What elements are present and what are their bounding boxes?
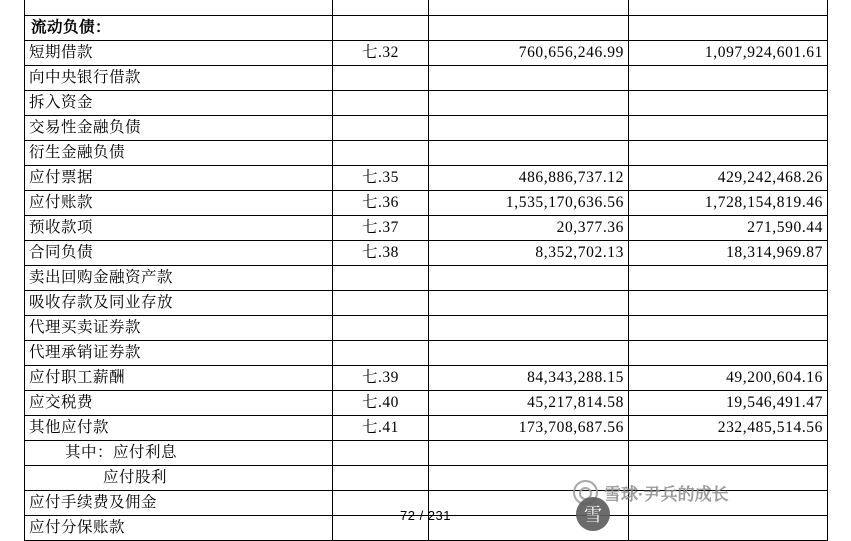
row-value-ending: [429, 441, 629, 466]
table-row: [25, 241, 828, 266]
row-value-beginning: [629, 266, 828, 291]
row-value-beginning: [629, 441, 828, 466]
table-row: [25, 366, 828, 391]
table-row: [25, 166, 828, 191]
row-value-ending: 45,217,814.58: [429, 391, 629, 416]
row-item-label: 短期借款: [25, 41, 333, 66]
table-row: [25, 341, 828, 366]
row-item-label: 卖出回购金融资产款: [25, 266, 333, 291]
row-value-beginning: 429,242,468.26: [629, 166, 828, 191]
table-row: [25, 416, 828, 441]
row-value-ending: 173,708,687.56: [429, 416, 629, 441]
row-item-label: 其他应付款: [25, 416, 333, 441]
table-row: [25, 291, 828, 316]
row-note-ref: [333, 441, 429, 466]
row-item-label: 流动负债：: [25, 16, 333, 41]
row-value-ending: [429, 66, 629, 91]
row-value-beginning: 49,200,604.16: [629, 366, 828, 391]
row-value-beginning: [629, 66, 828, 91]
row-note-ref: [333, 266, 429, 291]
row-value-beginning: [629, 91, 828, 116]
row-item-label: 应付股利: [25, 466, 333, 491]
row-note-ref: [333, 341, 429, 366]
row-value-ending: 84,343,288.15: [429, 366, 629, 391]
row-item-label: 应付职工薪酬: [25, 366, 333, 391]
row-note-ref: [333, 316, 429, 341]
watermark-text: 雪球·尹兵的成长: [604, 485, 729, 504]
table-row: [25, 16, 828, 41]
row-note-ref: 七.37: [333, 216, 429, 241]
row-value-ending: [429, 341, 629, 366]
row-value-ending: 8,352,702.13: [429, 241, 629, 266]
row-note-ref: 七.39: [333, 366, 429, 391]
row-value-beginning: [629, 16, 828, 41]
row-value-beginning: 232,485,514.56: [629, 416, 828, 441]
row-item-label: 应付分保账款: [25, 516, 333, 541]
table-row: [25, 66, 828, 91]
row-note-ref: [333, 0, 429, 16]
page-footer: 72 / 231: [400, 508, 451, 523]
row-item-label: 拆入资金: [25, 91, 333, 116]
row-note-ref: [333, 291, 429, 316]
row-value-beginning: 19,546,491.47: [629, 391, 828, 416]
row-value-beginning: [629, 341, 828, 366]
table-row: [25, 91, 828, 116]
row-item-label: 应付账款: [25, 191, 333, 216]
table-row: [25, 191, 828, 216]
row-value-beginning: [629, 141, 828, 166]
row-value-beginning: 1,097,924,601.61: [629, 41, 828, 66]
row-value-beginning: 18,314,969.87: [629, 241, 828, 266]
table-row: [25, 0, 828, 16]
row-value-ending: [429, 0, 629, 16]
row-note-ref: [333, 141, 429, 166]
row-value-beginning: 1,728,154,819.46: [629, 191, 828, 216]
row-item-label: 代理买卖证券款: [25, 316, 333, 341]
table-row: [25, 216, 828, 241]
row-note-ref: [333, 66, 429, 91]
row-value-ending: [429, 116, 629, 141]
row-note-ref: 七.38: [333, 241, 429, 266]
row-value-ending: [429, 16, 629, 41]
row-value-beginning: [629, 316, 828, 341]
row-value-ending: [429, 291, 629, 316]
row-value-ending: [429, 266, 629, 291]
watermark-badge: 雪: [576, 497, 610, 531]
row-value-ending: 486,886,737.12: [429, 166, 629, 191]
row-note-ref: [333, 91, 429, 116]
row-item-label: 应付票据: [25, 166, 333, 191]
table-row: [25, 441, 828, 466]
table-row: [25, 41, 828, 66]
row-value-ending: [429, 141, 629, 166]
row-item-label: [25, 0, 333, 16]
row-item-label: 其中：应付利息: [25, 441, 333, 466]
row-item-label: 合同负债: [25, 241, 333, 266]
row-value-ending: 20,377.36: [429, 216, 629, 241]
row-item-label: 预收款项: [25, 216, 333, 241]
row-value-beginning: [629, 0, 828, 16]
row-item-label: 向中央银行借款: [25, 66, 333, 91]
row-item-label: 应交税费: [25, 391, 333, 416]
row-value-ending: 760,656,246.99: [429, 41, 629, 66]
row-value-ending: [429, 91, 629, 116]
row-item-label: 衍生金融负债: [25, 141, 333, 166]
table-row: [25, 316, 828, 341]
row-item-label: 交易性金融负债: [25, 116, 333, 141]
row-item-label: 应付手续费及佣金: [25, 491, 333, 516]
row-note-ref: 七.35: [333, 166, 429, 191]
row-note-ref: [333, 116, 429, 141]
row-value-beginning: 271,590.44: [629, 216, 828, 241]
row-value-beginning: [629, 291, 828, 316]
row-value-beginning: [629, 116, 828, 141]
table-body: [25, 0, 828, 541]
row-note-ref: 七.41: [333, 416, 429, 441]
table-row: [25, 391, 828, 416]
row-note-ref: 七.40: [333, 391, 429, 416]
row-item-label: 代理承销证券款: [25, 341, 333, 366]
row-note-ref: 七.32: [333, 41, 429, 66]
row-item-label: 吸收存款及同业存放: [25, 291, 333, 316]
row-note-ref: [333, 16, 429, 41]
row-value-ending: [429, 316, 629, 341]
row-value-ending: 1,535,170,636.56: [429, 191, 629, 216]
table-row: [25, 116, 828, 141]
table-row: [25, 266, 828, 291]
table-row: [25, 141, 828, 166]
financial-statement-table: [24, 0, 828, 541]
row-note-ref: [333, 466, 429, 491]
row-note-ref: 七.36: [333, 191, 429, 216]
